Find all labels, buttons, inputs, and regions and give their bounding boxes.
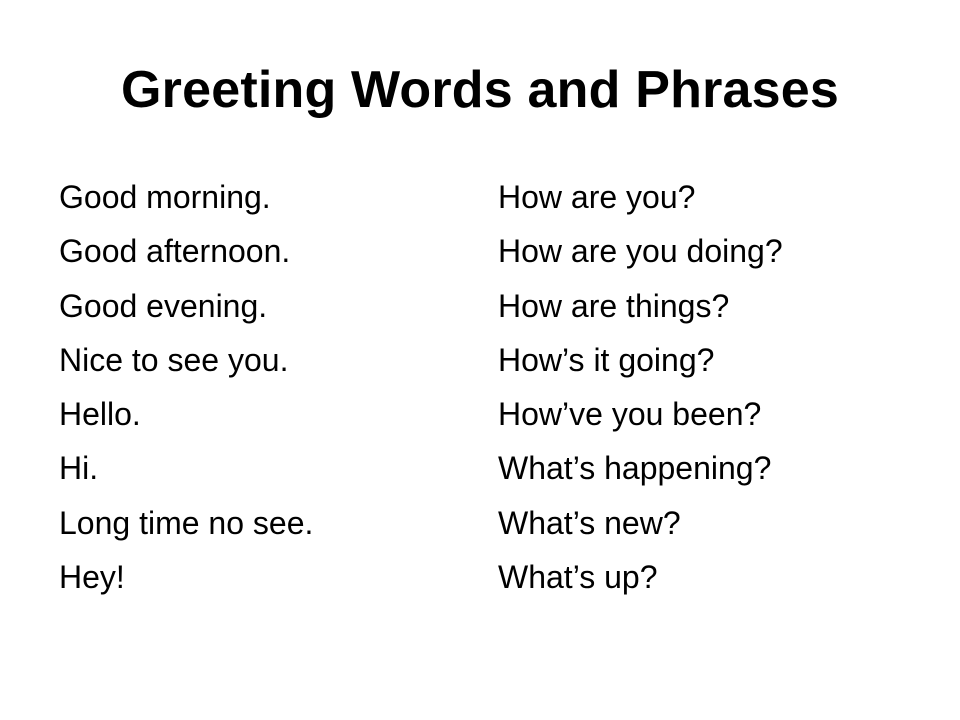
greeting-item: Long time no see. [59,504,314,541]
question-item: What’s happening? [498,450,772,487]
question-item: What’s new? [498,504,681,541]
question-item: How are you doing? [498,233,783,270]
greeting-item: Hey! [59,559,125,596]
greeting-item: Good evening. [59,287,268,324]
greeting-item: Good afternoon. [59,233,291,270]
greeting-list-right [498,170,783,604]
question-item: How are things? [498,287,730,324]
question-item: How are you? [498,179,696,215]
question-item: How’ve you been? [498,396,762,433]
slide-title: Greeting Words and Phrases [121,61,839,119]
greeting-list-left [59,170,313,604]
greeting-item: Hello. [59,396,141,433]
question-item: What’s up? [498,559,658,596]
greeting-item: Nice to see you. [59,341,289,378]
greeting-item: Good morning. [59,179,271,215]
greeting-item: Hi. [59,450,99,487]
question-item: How’s it going? [498,341,715,378]
